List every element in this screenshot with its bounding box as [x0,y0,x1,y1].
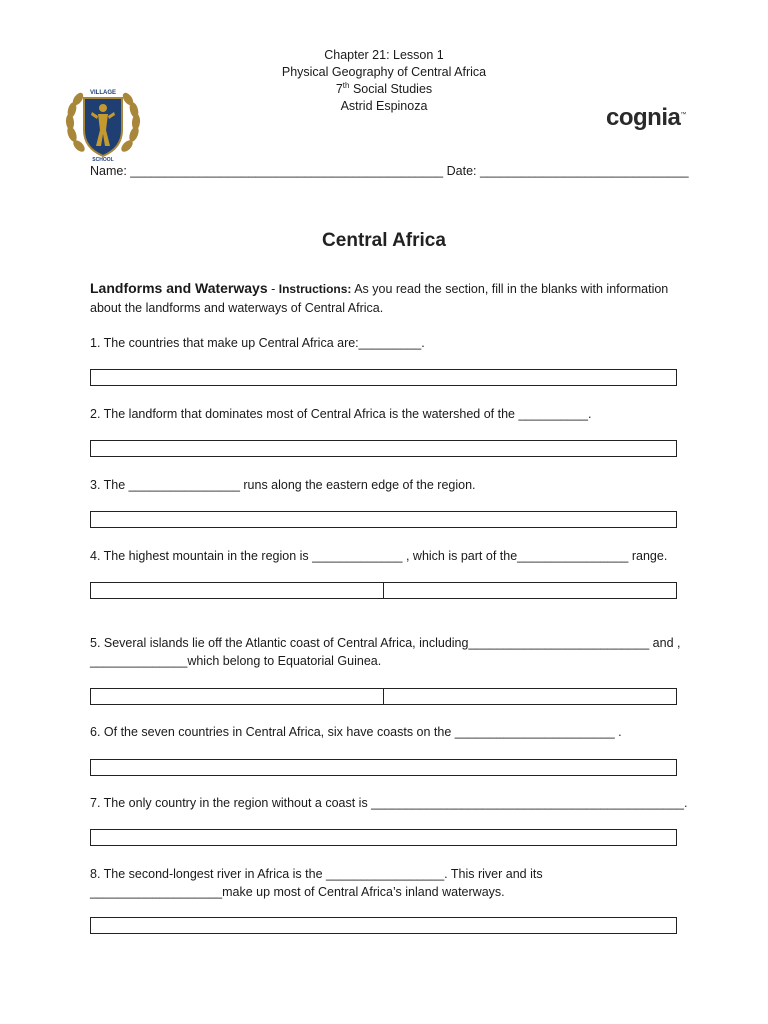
instructions-label: Instructions: [278,282,352,296]
question-2: 2. The landform that dominates most of Central Africa is the watershed of the __________. [90,407,592,421]
teacher-line: Astrid Espinoza [340,99,428,113]
answer-box-1[interactable] [90,369,677,386]
answer-box-4b[interactable] [383,583,676,598]
answer-box-5a[interactable] [91,689,383,704]
accreditor-logo [606,104,686,132]
worksheet-title: Central Africa [322,230,446,251]
section-title: Landforms and Waterways [90,280,268,296]
question-8: 8. The second-longest river in Africa is the _________________. This river and its ___________________make up most of Central Africa’s inland waterways. [90,867,543,899]
grade-number: 7 [335,82,343,96]
answer-box-4 [90,582,677,599]
accreditor-name: cognia [606,104,681,131]
name-date-row [90,164,689,178]
section-dash: - [267,282,279,296]
answer-box-2[interactable] [90,440,677,457]
question-4: 4. The highest mountain in the region is _____________ , which is part of the________________ range. [90,549,668,563]
name-label: Name: [90,164,131,178]
answer-box-6[interactable] [90,759,677,776]
date-label: Date: [443,164,480,178]
instructions-text: As you read the section, fill in the blanks with information about the landforms and waterways of Central Africa. [90,282,669,315]
section-heading [90,279,680,318]
name-blank[interactable]: _____________________________________________ [130,164,444,178]
question-7: 7. The only country in the region without a coast is _____________________________________________. [90,796,688,810]
answer-box-5 [90,688,677,705]
topic-line: Physical Geography of Central Africa [281,65,487,79]
school-logo-top-text: VILLAGE [89,90,117,96]
answer-box-8[interactable] [90,917,677,934]
question-5: 5. Several islands lie off the Atlantic coast of Central Africa, including__________________________ and , ______________which belong to Equatorial Guinea. [90,636,681,668]
answer-box-7[interactable] [90,829,677,846]
grade-rest: Social Studies [349,82,433,96]
question-6: 6. Of the seven countries in Central Africa, six have coasts on the _______________________ . [90,725,622,739]
school-logo [62,84,144,164]
question-3: 3. The ________________ runs along the eastern edge of the region. [90,478,476,492]
school-seal-icon [62,84,144,164]
question-1: 1. The countries that make up Central Africa are:_________. [90,336,425,350]
trademark-symbol: ™ [680,112,686,118]
answer-box-4a[interactable] [91,583,383,598]
chapter-line: Chapter 21: Lesson 1 [324,48,444,62]
answer-box-3[interactable] [90,511,677,528]
date-blank[interactable]: ______________________________ [479,164,689,178]
grade-suffix: th [342,80,350,90]
school-logo-bottom-text: SCHOOL [92,157,114,163]
answer-box-5b[interactable] [383,689,676,704]
